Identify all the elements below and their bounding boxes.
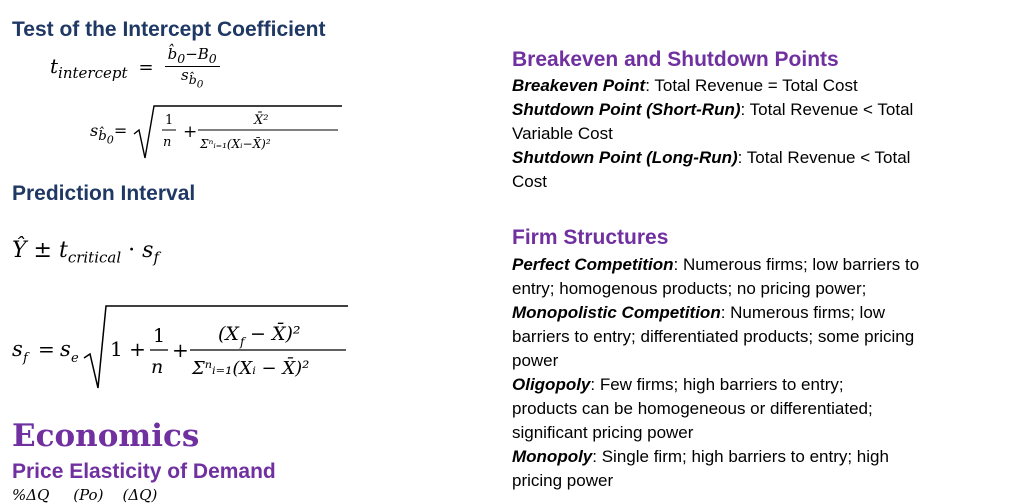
breakeven-item: Breakeven Point: Total Revenue = Total Cost <box>512 76 858 95</box>
svg-text:(X: (X <box>218 323 239 345</box>
svg-text:1: 1 <box>153 325 166 347</box>
svg-text:− X̄)²: − X̄)² <box>250 323 301 345</box>
firm-structures-heading: Firm Structures <box>512 226 669 249</box>
svg-text:n: n <box>151 356 164 378</box>
svg-text:+: + <box>182 122 197 142</box>
breakeven-list <box>512 74 942 194</box>
svg-text:s: s <box>60 337 71 361</box>
economics-heading: Economics <box>12 418 200 454</box>
monopolistic-competition-item: Monopolistic Competition: Numerous firms; low barriers to entry; differentiated products; some pricing power <box>512 303 915 370</box>
svg-text:f: f <box>240 335 245 349</box>
sqrt-symbol <box>132 100 344 164</box>
oligopoly-item: Oligopoly: Few firms; high barriers to entry; products can be homogeneous or differentiated; significant pricing power <box>512 375 873 442</box>
svg-text:1 +: 1 + <box>110 337 146 361</box>
shutdown-long-run-item: Shutdown Point (Long-Run): Total Revenue < Total Cost <box>512 148 911 191</box>
sf-formula <box>12 300 352 397</box>
svg-text:e: e <box>71 351 79 366</box>
t-intercept-formula: $t_{intercept}$ = $\frac{b̂_0-B_0}{s_{b̂_0}}$ <box>50 46 220 91</box>
svg-text:=: = <box>38 337 55 361</box>
se-intercept-formula: $s_{b̂_0}=$ 1 n + X̄² Σⁿᵢ₌₁(Xᵢ−X̄)² <box>90 100 344 164</box>
breakeven-shutdown-heading: Breakeven and Shutdown Points <box>512 48 839 71</box>
elasticity-formula-partial: %ΔQ (Po) (ΔQ) <box>12 486 158 504</box>
svg-text:1: 1 <box>164 113 173 128</box>
prediction-interval-heading: Prediction Interval <box>12 182 196 205</box>
shutdown-short-run-item: Shutdown Point (Short-Run): Total Revenue < Total Variable Cost <box>512 100 914 143</box>
svg-text:n: n <box>162 135 172 150</box>
price-elasticity-heading: Price Elasticity of Demand <box>12 460 276 483</box>
sf-formula-graphic <box>12 300 352 392</box>
svg-text:X̄²: X̄² <box>253 113 269 128</box>
monopoly-item: Monopoly: Single firm; high barriers to entry; high pricing power <box>512 447 889 490</box>
svg-text:s: s <box>12 337 23 361</box>
perfect-competition-item: Perfect Competition: Numerous firms; low barriers to entry; homogenous products; no pricing power; <box>512 255 920 298</box>
prediction-interval-formula: Ŷ ± $t_{critical} \cdot s_f$ <box>12 238 160 267</box>
svg-text:Σⁿᵢ₌₁(Xᵢ − X̄)²: Σⁿᵢ₌₁(Xᵢ − X̄)² <box>192 358 310 379</box>
firm-structures-list <box>512 253 932 493</box>
svg-text:+: + <box>172 338 189 362</box>
svg-text:Σⁿᵢ₌₁(Xᵢ−X̄)²: Σⁿᵢ₌₁(Xᵢ−X̄)² <box>199 137 271 151</box>
svg-text:f: f <box>23 351 28 366</box>
intercept-test-heading: Test of the Intercept Coefficient <box>12 18 326 41</box>
